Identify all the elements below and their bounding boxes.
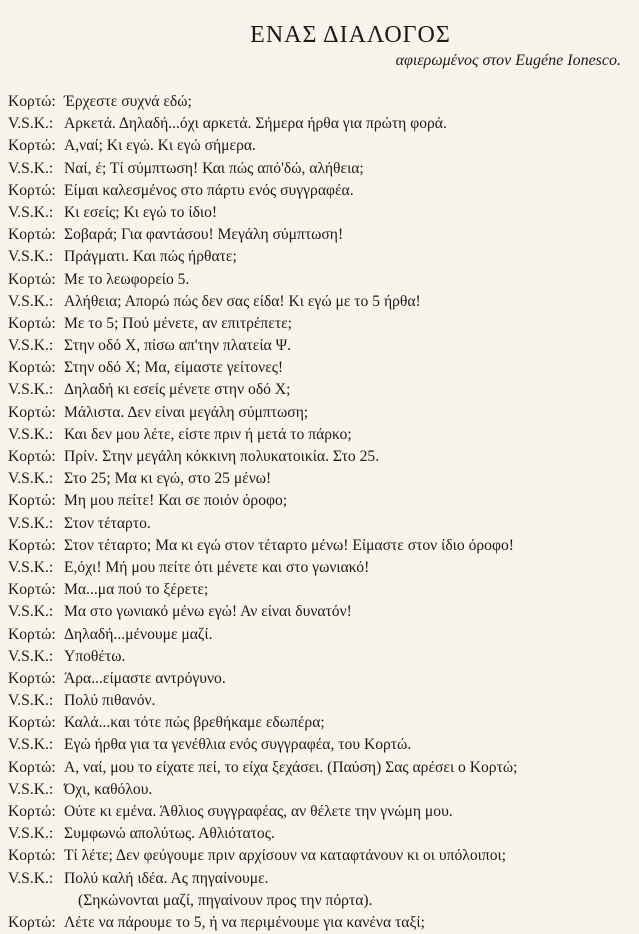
dialogue-line: [8, 269, 633, 291]
line-text: Μη μου πείτε! Και σε ποιόν όροφο;: [64, 492, 288, 510]
line-text: Συμφωνώ απολύτως. Αθλιότατος.: [64, 825, 275, 843]
speaker-label: V.S.K.:: [8, 425, 54, 443]
dialogue-line: [8, 690, 633, 712]
speaker-label: V.S.K.:: [8, 381, 54, 399]
line-text: Εγώ ήρθα για τα γενέθλια ενός συγγραφέα, του Κορτώ.: [64, 736, 412, 754]
speaker-label: V.S.K.:: [8, 558, 54, 576]
speaker-label: Κορτώ:: [8, 581, 56, 599]
dialogue-line: [8, 402, 633, 424]
line-text: Έρχεστε συχνά εδώ;: [64, 93, 192, 110]
dialogue-line: [8, 890, 633, 912]
line-text: Σοβαρά; Για φαντάσου! Μεγάλη σύμπτωση!: [64, 226, 344, 244]
line-text: Ε,όχι! Μή μου πείτε ότι μένετε και στο γωνιακό!: [64, 558, 370, 576]
dialogue-line: [8, 158, 633, 180]
dialogue-line: [8, 113, 633, 135]
speaker-label: Κορτώ:: [8, 137, 56, 155]
speaker-label: Κορτώ:: [8, 403, 56, 421]
speaker-label: V.S.K.:: [8, 115, 54, 133]
dialogue-line: [8, 357, 633, 379]
line-text: Λέτε να πάρουμε το 5, ή να περιμένουμε για κανένα ταξί;: [64, 913, 425, 931]
speaker-label: Κορτώ:: [8, 714, 56, 732]
line-text: Καλά...και τότε πώς βρεθήκαμε εδωπέρα;: [64, 714, 325, 732]
speaker-label: V.S.K.:: [8, 869, 54, 887]
dialogue-line: [8, 135, 633, 157]
speaker-label: V.S.K.:: [8, 203, 54, 221]
dialogue-line: [8, 801, 633, 823]
dialogue-line: [8, 513, 633, 535]
line-text: Πράγματι. Και πώς ήρθατε;: [64, 248, 237, 266]
speaker-label: Κορτώ:: [8, 181, 56, 199]
line-text: Υποθέτω.: [64, 647, 126, 665]
line-text: Ναί, έ; Τί σύμπτωση! Και πώς από'δώ, αλήθεια;: [64, 159, 364, 177]
dialogue-line: [8, 379, 633, 401]
dialogue-line: [8, 557, 633, 579]
dialogue-line: [8, 601, 633, 623]
dialogue-line: [8, 490, 633, 512]
dialogue-line: [8, 91, 633, 113]
dialogue-line: [8, 868, 633, 890]
line-text: Πρίν. Στην μεγάλη κόκκινη πολυκατοικία. Στο 25.: [64, 448, 380, 465]
line-text: Α, ναί, μου το είχατε πεί, το είχα ξεχάσει. (Παύση) Σας αρέσει ο Κορτώ;: [64, 758, 518, 776]
speaker-label: Κορτώ:: [8, 359, 56, 377]
speaker-label: V.S.K.:: [8, 337, 54, 355]
dialogue-line: [8, 468, 633, 490]
speaker-label: Κορτώ:: [8, 913, 56, 931]
stage-direction: (Σηκώνονται μαζί, πηγαίνουν προς την πόρτα).: [78, 891, 373, 909]
line-text: Δηλαδή...μένουμε μαζί.: [64, 625, 213, 643]
speaker-label: V.S.K.:: [8, 736, 54, 754]
speaker-label: Κορτώ:: [8, 847, 56, 865]
line-text: Τί λέτε; Δεν φεύγουμε πριν αρχίσουν να καταφτάνουν κι οι υπόλοιποι;: [64, 847, 507, 865]
line-text: Ούτε κι εμένα. Άθλιος συγγραφέας, αν θέλετε την γνώμη μου.: [64, 803, 453, 820]
dialogue-line: [8, 823, 633, 845]
speaker-label: V.S.K.:: [8, 780, 54, 798]
dialogue-line: [8, 313, 633, 335]
line-text: Άρα...είμαστε αντρόγυνο.: [64, 669, 226, 687]
line-text: Όχι, καθόλου.: [64, 780, 153, 798]
speaker-label: Κορτώ:: [8, 226, 56, 244]
dialogue-line: [8, 712, 633, 734]
speaker-label: Κορτώ:: [8, 93, 56, 110]
speaker-label: Κορτώ:: [8, 448, 56, 465]
dialogue-line: [8, 912, 633, 934]
speaker-label: Κορτώ:: [8, 669, 56, 687]
dialogue-body: [8, 91, 633, 934]
line-text: Πολύ καλή ιδέα. Ας πηγαίνουμε.: [64, 869, 269, 887]
line-text: Στο 25; Μα κι εγώ, στο 25 μένω!: [64, 470, 272, 488]
line-text: Μάλιστα. Δεν είναι μεγάλη σύμπτωση;: [64, 403, 309, 421]
dialogue-line: [8, 646, 633, 668]
speaker-label: V.S.K.:: [8, 825, 54, 843]
line-text: Πολύ πιθανόν.: [64, 692, 156, 710]
line-text: Α,ναί; Κι εγώ. Κι εγώ σήμερα.: [64, 137, 256, 155]
speaker-label: V.S.K.:: [8, 470, 54, 488]
dialogue-line: [8, 734, 633, 756]
line-text: Στην οδό Χ; Μα, είμαστε γείτονες!: [64, 359, 284, 377]
speaker-label: Κορτώ:: [8, 758, 56, 776]
line-text: Δηλαδή κι εσείς μένετε στην οδό Χ;: [64, 381, 291, 399]
speaker-label: V.S.K.:: [8, 647, 54, 665]
dialogue-line: [8, 579, 633, 601]
line-text: Με το λεωφορείο 5.: [64, 270, 190, 288]
dialogue-line: [8, 224, 633, 246]
dialogue-line: [8, 845, 633, 867]
dialogue-line: [8, 624, 633, 646]
line-text: Μα...μα πού το ξέρετε;: [64, 581, 209, 599]
dialogue-line: [8, 424, 633, 446]
line-text: Είμαι καλεσμένος στο πάρτυ ενός συγγραφέα.: [64, 181, 354, 199]
line-text: Μα στο γωνιακό μένω εγώ! Αν είναι δυνατόν!: [64, 603, 352, 621]
dialogue-line: [8, 757, 633, 779]
speaker-label: V.S.K.:: [8, 692, 54, 710]
speaker-label: Κορτώ:: [8, 492, 56, 510]
dialogue-line: [8, 246, 633, 268]
document-title: ΕΝΑΣ ΔΙΑΛΟΓΟΣ: [250, 22, 451, 48]
dialogue-line: [8, 668, 633, 690]
dialogue-line: [8, 291, 633, 313]
line-text: Κι εσείς; Κι εγώ το ίδιο!: [64, 203, 218, 221]
dialogue-line: [8, 335, 633, 357]
speaker-label: Κορτώ:: [8, 536, 56, 554]
speaker-label: V.S.K.:: [8, 292, 54, 310]
speaker-label: V.S.K.:: [8, 159, 54, 177]
speaker-label: Κορτώ:: [8, 270, 56, 288]
line-text: Στην οδό Χ, πίσω απ'την πλατεία Ψ.: [64, 337, 292, 355]
dialogue-line: [8, 180, 633, 202]
dialogue-line: [8, 202, 633, 224]
speaker-label: V.S.K.:: [8, 248, 54, 266]
dialogue-line: [8, 779, 633, 801]
speaker-label: Κορτώ:: [8, 625, 56, 643]
line-text: Και δεν μου λέτε, είστε πριν ή μετά το πάρκο;: [64, 425, 352, 443]
line-text: Αλήθεια; Απορώ πώς δεν σας είδα! Κι εγώ με το 5 ήρθα!: [64, 292, 421, 310]
line-text: Στον τέταρτο.: [64, 514, 151, 532]
dialogue-line: [8, 446, 633, 468]
dialogue-line: [8, 535, 633, 557]
speaker-label: V.S.K.:: [8, 514, 54, 532]
line-text: Στον τέταρτο; Μα κι εγώ στον τέταρτο μένω! Είμαστε στον ίδιο όροφο!: [64, 536, 514, 554]
speaker-label: Κορτώ:: [8, 314, 56, 332]
line-text: Με το 5; Πού μένετε, αν επιτρέπετε;: [64, 314, 292, 332]
speaker-label: V.S.K.:: [8, 603, 54, 621]
dedication: αφιερωμένος στον Eugéne Ionesco.: [395, 52, 621, 69]
speaker-label: Κορτώ:: [8, 803, 56, 820]
line-text: Αρκετά. Δηλαδή...όχι αρκετά. Σήμερα ήρθα για πρώτη φορά.: [64, 115, 447, 133]
